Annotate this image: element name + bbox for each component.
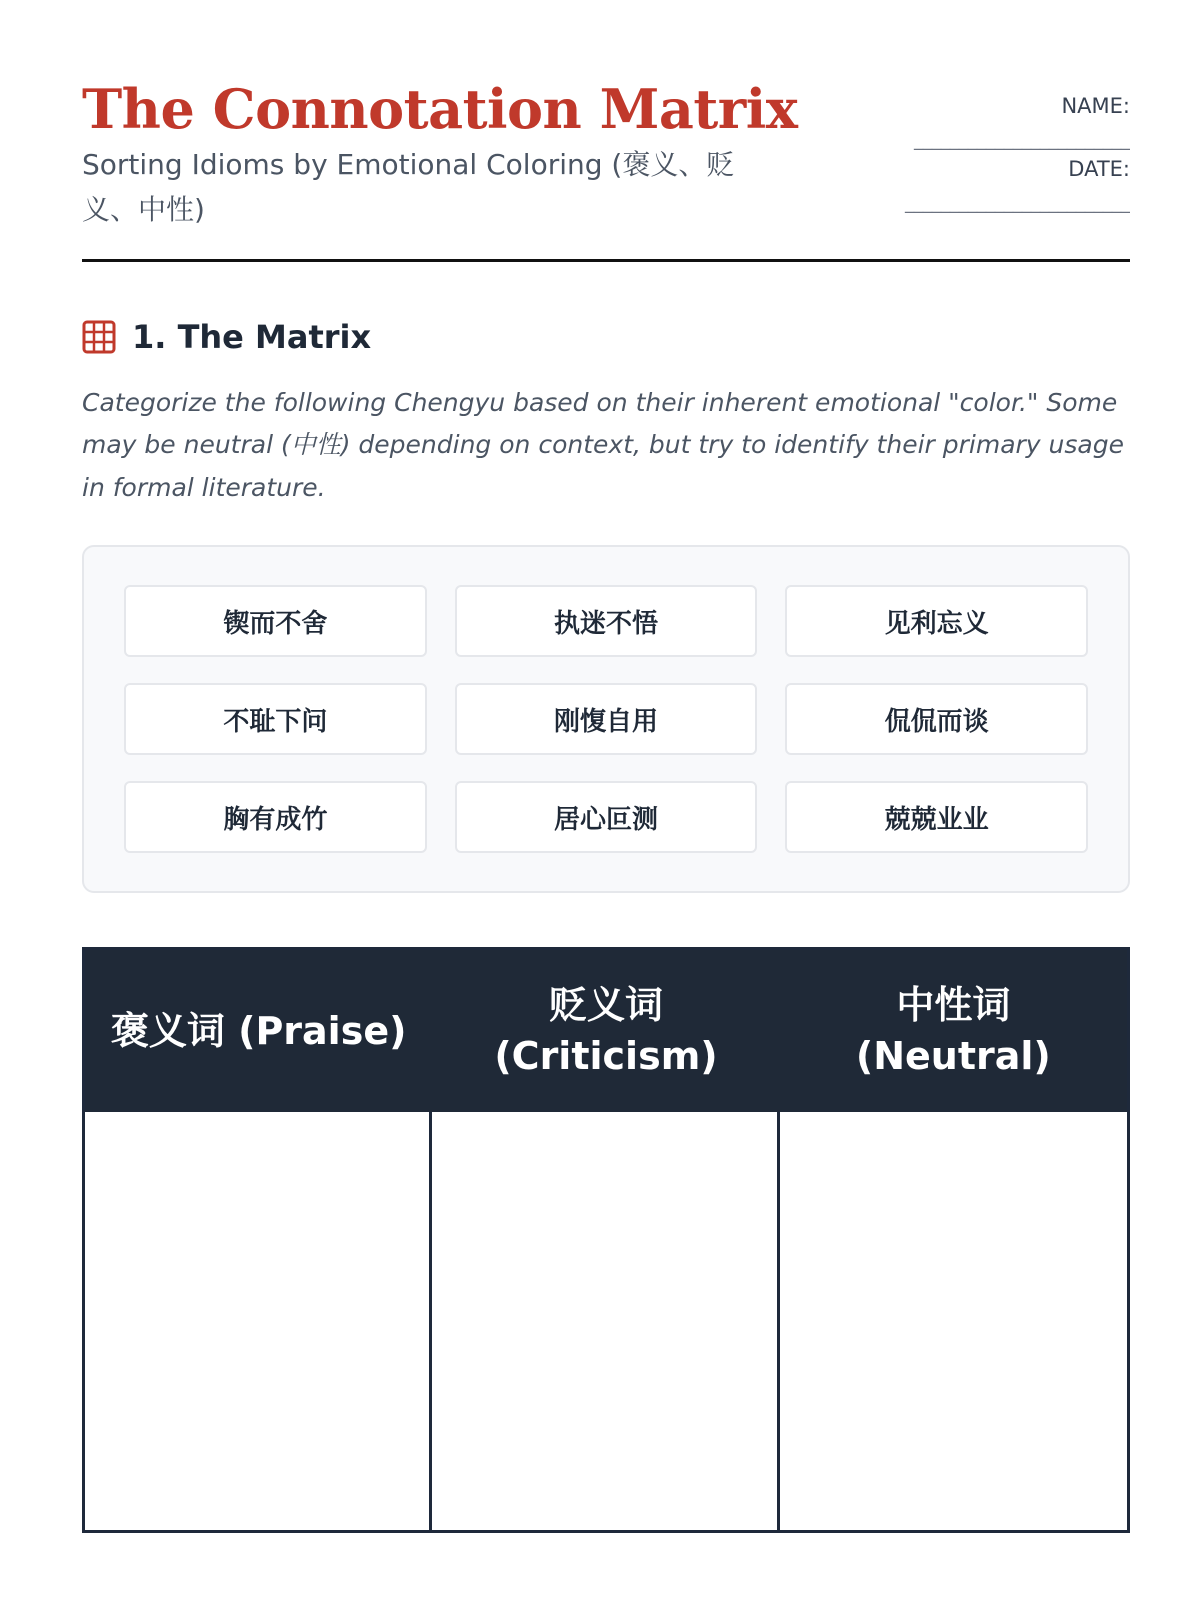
title-block [82,77,798,233]
worksheet-header [82,77,1130,262]
idiom-bank [82,545,1130,893]
idiom-card[interactable]: 不耻下问 [124,683,427,755]
criticism-column-header: 贬义词 (Criticism) [432,950,779,1112]
idiom-card[interactable]: 锲而不舍 [124,585,427,657]
page-subtitle: Sorting Idioms by Emotional Coloring (褒义、贬义、中性) [82,148,735,227]
name-label: NAME: [1061,94,1130,118]
idiom-card[interactable]: 胸有成竹 [124,781,427,853]
worksheet [82,77,1130,1533]
connotation-matrix [82,947,1130,1533]
praise-column-header: 褒义词 (Praise) [85,950,432,1112]
date-label: DATE: [1068,156,1130,181]
neutral-column-header: 中性词 (Neutral) [780,950,1127,1112]
grid-icon [82,320,116,354]
section-title: 1. The Matrix [132,317,372,356]
praise-drop-zone[interactable] [85,1112,432,1530]
idiom-card[interactable]: 侃侃而谈 [785,683,1088,755]
page-title: The Connotation Matrix [82,77,798,141]
idiom-card[interactable]: 兢兢业业 [785,781,1088,853]
section-heading [82,318,1130,356]
idiom-card[interactable]: 执迷不悟 [455,585,758,657]
neutral-drop-zone[interactable] [780,1112,1127,1530]
idiom-card[interactable]: 刚愎自用 [455,683,758,755]
student-fields [800,80,1130,220]
date-field[interactable]: _________________________ [905,194,1130,214]
idiom-card[interactable]: 居心叵测 [455,781,758,853]
name-field[interactable]: ________________________ [914,131,1130,151]
instructions: Categorize the following Chengyu based on their inherent emotional "color." Some may be neutral (中性) depending on context, but try to identify their primary usage in formal literature. [82,387,1124,502]
idiom-card[interactable]: 见利忘义 [785,585,1088,657]
criticism-drop-zone[interactable] [432,1112,779,1530]
